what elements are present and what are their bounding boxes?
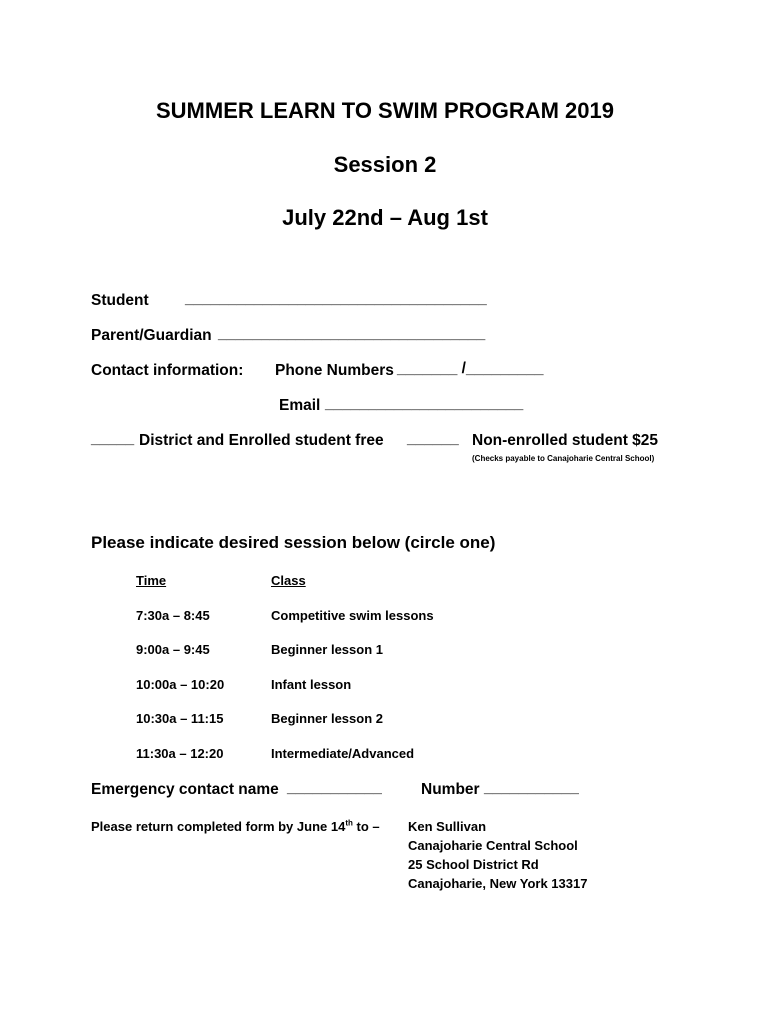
phone-blank[interactable]: _______ /_________	[397, 360, 544, 377]
session-class[interactable]: Competitive swim lessons	[271, 608, 434, 623]
email-label: Email	[279, 397, 321, 414]
return-text-end: to –	[352, 819, 380, 834]
checks-note: (Checks payable to Canajoharie Central School)	[472, 454, 655, 463]
session-class[interactable]: Infant lesson	[271, 677, 352, 692]
district-blank[interactable]: _____	[91, 430, 135, 447]
parent-blank[interactable]: _______________________________	[218, 325, 486, 342]
emergency-number-label: Number	[421, 781, 480, 798]
address-line: Ken Sullivan	[408, 819, 487, 834]
session-time[interactable]: 11:30a – 12:20	[136, 746, 224, 761]
session-class[interactable]: Beginner lesson 2	[271, 711, 383, 726]
session-time[interactable]: 9:00a – 9:45	[136, 642, 210, 657]
address-line: 25 School District Rd	[408, 857, 539, 872]
phone-label: Phone Numbers	[275, 362, 394, 379]
address-line: Canajoharie Central School	[408, 838, 578, 853]
address-line: Canajoharie, New York 13317	[408, 876, 588, 891]
student-blank[interactable]: ___________________________________	[185, 290, 487, 307]
session-class[interactable]: Intermediate/Advanced	[271, 746, 415, 761]
district-label: District and Enrolled student free	[139, 432, 384, 449]
emergency-name-label: Emergency contact name	[91, 781, 279, 798]
return-instructions	[91, 819, 380, 834]
class-column-header: Class	[271, 573, 306, 588]
form-title: SUMMER LEARN TO SWIM PROGRAM 2019	[156, 98, 614, 123]
parent-label: Parent/Guardian	[91, 327, 212, 344]
session-class[interactable]: Beginner lesson 1	[271, 642, 383, 657]
session-time[interactable]: 10:00a – 10:20	[136, 677, 225, 692]
return-ordinal: th	[345, 818, 353, 828]
emergency-number-blank[interactable]: ___________	[484, 779, 579, 796]
nonenrolled-blank[interactable]: ______	[407, 430, 459, 447]
session-heading: Please indicate desired session below (circle one)	[91, 533, 496, 552]
session-time[interactable]: 7:30a – 8:45	[136, 608, 210, 623]
email-blank[interactable]: _______________________	[325, 395, 524, 412]
emergency-name-blank[interactable]: ___________	[287, 779, 382, 796]
student-label: Student	[91, 292, 149, 309]
session-number: Session 2	[333, 152, 437, 177]
session-dates: July 22nd – Aug 1st	[282, 205, 488, 230]
contact-label: Contact information:	[91, 362, 244, 379]
nonenrolled-label: Non-enrolled student $25	[472, 432, 659, 449]
session-time[interactable]: 10:30a – 11:15	[136, 711, 224, 726]
time-column-header: Time	[136, 573, 167, 588]
return-text: Please return completed form by June 14	[91, 819, 346, 834]
